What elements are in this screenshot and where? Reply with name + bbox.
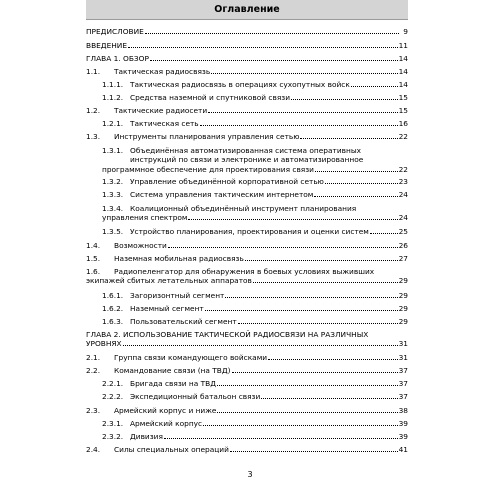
- toc-entry-1-1-1[interactable]: 1.1.1. Тактическая радиосвязь в операциях сухопутных войск 14: [102, 80, 408, 89]
- toc-entry-1-3-1[interactable]: 1.3.1. Объединённая автоматизированная система оперативных инструкций по связи и электронике и автоматизированное программное обеспечение для проектирования связи 22: [102, 146, 408, 174]
- section-number: 1.3.3.: [102, 190, 124, 199]
- page-ref: 15: [398, 93, 408, 102]
- page-ref: 9: [403, 27, 408, 36]
- section-number: 1.2.1.: [102, 119, 124, 128]
- toc-entry-2-2[interactable]: 2.2. Командование связи (на ТВД) 37: [86, 366, 408, 375]
- section-number: 2.2.1.: [102, 379, 124, 388]
- page-ref: 39: [398, 432, 408, 441]
- page-number: 3: [247, 470, 253, 479]
- page-ref: 14: [398, 54, 408, 63]
- section-number: 1.6.1.: [102, 291, 124, 300]
- toc-entry-preface[interactable]: ПРЕДИСЛОВИЕ 9: [86, 27, 408, 36]
- toc-entry-2-2-1[interactable]: 2.2.1. Бригада связи на ТВД 37: [102, 379, 408, 388]
- toc-entry-1-2[interactable]: 1.2. Тактические радиосети 15: [86, 106, 408, 115]
- page-ref: 31: [398, 353, 408, 362]
- section-number: 2.2.2.: [102, 392, 124, 401]
- section-number: 1.5.: [86, 254, 101, 263]
- toc-entry-1-3[interactable]: 1.3. Инструменты планирования управления сетью 22: [86, 132, 408, 141]
- toc-header: [86, 0, 408, 20]
- page-ref: 23: [398, 177, 408, 186]
- page-ref: 38: [398, 406, 408, 415]
- section-number: 2.4.: [86, 445, 101, 454]
- page-ref: 26: [398, 241, 408, 250]
- page-ref: 22: [398, 164, 408, 174]
- page-ref: 27: [398, 254, 408, 263]
- toc-entry-1-3-4[interactable]: 1.3.4. Коалиционный объединённый инструмент планирования управления спектром 24: [102, 204, 408, 223]
- section-number: 1.4.: [86, 241, 101, 250]
- section-number: 1.3.4.: [102, 204, 124, 213]
- toc-entry-1-3-3[interactable]: 1.3.3. Система управления тактическим интернетом 24: [102, 190, 408, 199]
- page-ref: 31: [398, 339, 408, 349]
- toc-entry-2-3[interactable]: 2.3. Армейский корпус и ниже 38: [86, 406, 408, 415]
- section-number: 2.3.1.: [102, 419, 124, 428]
- page-ref: 37: [398, 366, 408, 375]
- toc-entry-chapter-2[interactable]: ГЛАВА 2. ИСПОЛЬЗОВАНИЕ ТАКТИЧЕСКОЙ РАДИОСВЯЗИ НА РАЗЛИЧНЫХ УРОВНЯХ 31: [86, 330, 408, 349]
- toc-entry-1-1-2[interactable]: 1.1.2. Средства наземной и спутниковой связи 15: [102, 93, 408, 102]
- toc-entry-chapter-1[interactable]: ГЛАВА 1. ОБЗОР 14: [86, 54, 408, 63]
- section-number: 1.3.5.: [102, 227, 124, 236]
- toc-entry-2-1[interactable]: 2.1. Группа связи командующего войсками 31: [86, 353, 408, 362]
- page-ref: 14: [398, 80, 408, 89]
- section-number: 2.1.: [86, 353, 101, 362]
- page-ref: 25: [398, 227, 408, 236]
- page-ref: 29: [398, 276, 408, 286]
- page-ref: 11: [398, 41, 408, 50]
- page-ref: 14: [398, 67, 408, 76]
- toc-entry-1-5[interactable]: 1.5. Наземная мобильная радиосвязь 27: [86, 254, 408, 263]
- toc-entry-1-4[interactable]: 1.4. Возможности 26: [86, 241, 408, 250]
- section-number: 2.3.2.: [102, 432, 124, 441]
- section-number: 1.6.3.: [102, 317, 124, 326]
- section-number: 1.3.2.: [102, 177, 124, 186]
- toc-entry-2-4[interactable]: 2.4. Силы специальных операций 41: [86, 445, 408, 454]
- toc-entry-2-2-2[interactable]: 2.2.2. Экспедиционный батальон связи 37: [102, 392, 408, 401]
- toc-entry-2-3-2[interactable]: 2.3.2. Дивизия 39: [102, 432, 408, 441]
- page-ref: 22: [398, 132, 408, 141]
- page-ref: 41: [398, 445, 408, 454]
- section-number: 2.2.: [86, 366, 101, 375]
- section-number: 1.1.2.: [102, 93, 124, 102]
- toc-entry-1-2-1[interactable]: 1.2.1. Тактическая сеть 16: [102, 119, 408, 128]
- page-ref: 37: [398, 392, 408, 401]
- section-number: 1.3.: [86, 132, 101, 141]
- section-number: 2.3.: [86, 406, 101, 415]
- section-number: 1.1.: [86, 67, 101, 76]
- section-number: 1.1.1.: [102, 80, 124, 89]
- section-number: 1.6.2.: [102, 304, 124, 313]
- toc-entry-2-3-1[interactable]: 2.3.1. Армейский корпус 39: [102, 419, 408, 428]
- page-ref: 29: [398, 304, 408, 313]
- toc-title: Оглавление: [214, 4, 280, 15]
- page-ref: 24: [398, 213, 408, 223]
- page-ref: 39: [398, 419, 408, 428]
- toc-entry-1-6[interactable]: 1.6. Радиопеленгатор для обнаружения в боевых условиях выживших экипажей сбитых летательных аппаратов 29: [86, 267, 408, 286]
- page-ref: 29: [398, 291, 408, 300]
- toc-entry-1-3-2[interactable]: 1.3.2. Управление объединённой корпоративной сетью 23: [102, 177, 408, 186]
- section-number: 1.3.1.: [102, 146, 124, 155]
- toc-entry-1-3-5[interactable]: 1.3.5. Устройство планирования, проектирования и оценки систем 25: [102, 227, 408, 236]
- toc-entry-1-6-1[interactable]: 1.6.1. Загоризонтный сегмент 29: [102, 291, 408, 300]
- page-ref: 29: [398, 317, 408, 326]
- page-ref: 16: [398, 119, 408, 128]
- toc-entry-introduction[interactable]: ВВЕДЕНИЕ 11: [86, 41, 408, 50]
- page-ref: 37: [398, 379, 408, 388]
- toc-entry-1-1[interactable]: 1.1. Тактическая радиосвязь 14: [86, 67, 408, 76]
- page-ref: 24: [398, 190, 408, 199]
- section-number: 1.2.: [86, 106, 101, 115]
- toc-entry-1-6-3[interactable]: 1.6.3. Пользовательский сегмент 29: [102, 317, 408, 326]
- toc-entry-1-6-2[interactable]: 1.6.2. Наземный сегмент 29: [102, 304, 408, 313]
- page-ref: 15: [398, 106, 408, 115]
- section-number: 1.6.: [86, 267, 101, 276]
